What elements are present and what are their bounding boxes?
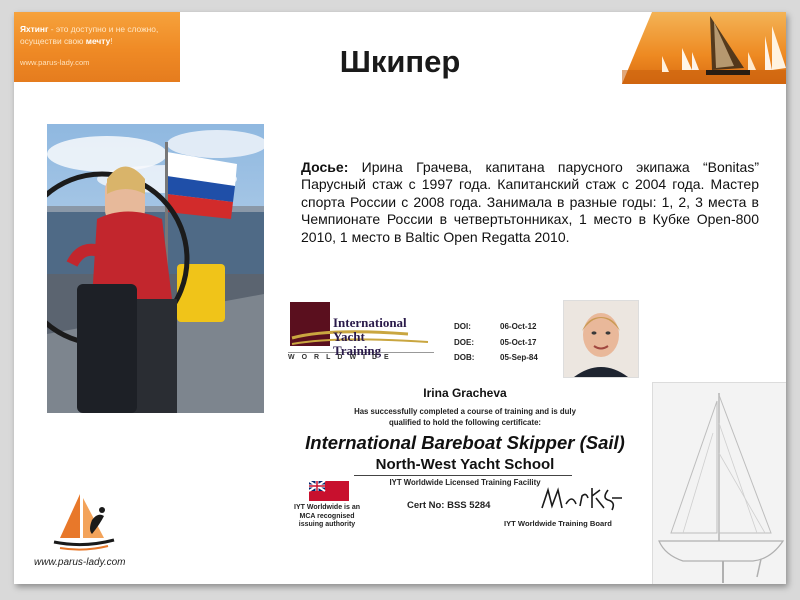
certificate-dates: DOI: 06-Oct-12 DOE: 05-Oct-17 DOB: 05-Sep-84 [454,322,538,362]
training-board: IYT Worldwide Training Board [504,519,612,528]
page-title: Шкипер [339,44,461,79]
iyt-certificate [286,298,644,532]
skipper-photo [47,124,264,413]
certificate-name: International Bareboat Skipper (Sail) [305,432,625,453]
school-underline [354,475,572,476]
slide [14,12,786,584]
certificate-number: Cert No: BSS 5284 [407,500,491,511]
banner-site-url: www.parus-lady.com [20,58,90,67]
training-facility: IYT Worldwide Licensed Training Facility [389,478,541,487]
sailboat-logo-icon [52,490,116,552]
red-ensign-flag-icon [309,481,349,501]
iyt-worldwide-label: WORLDWIDE [288,354,396,361]
school-name: North-West Yacht School [375,456,555,473]
completion-statement: Has successfully completed a course of training and is duly qualified to hold the following certificate: [354,407,576,427]
yacht-sketch-image [652,382,786,584]
signature [538,484,624,516]
tagline: Яхтинг - это доступно и не сложно, осуществи свою мечту! [20,24,159,46]
iyt-logo-text: International Yacht Training [333,315,407,358]
dossier-text: Досье: Ирина Грачева, капитана парусного экипажа “Bonitas” Парусный стаж с 1997 года. Капитанский стаж с 2004 года. Мастер спорта России с 2008 года. Занимала в разные годы: 1, 2, 3 места в Чемпионате России в четвертьтонниках, 1 место в Кубке Open-800 2010, 1 место в Baltic Open Regatta 2010. [301,159,759,245]
holder-name: Irina Gracheva [423,386,507,400]
mca-authority-note: IYT Worldwide is an MCA recognised issuing authority [294,504,360,528]
footer-site-url: www.parus-lady.com [34,557,126,568]
holder-portrait [563,300,639,378]
